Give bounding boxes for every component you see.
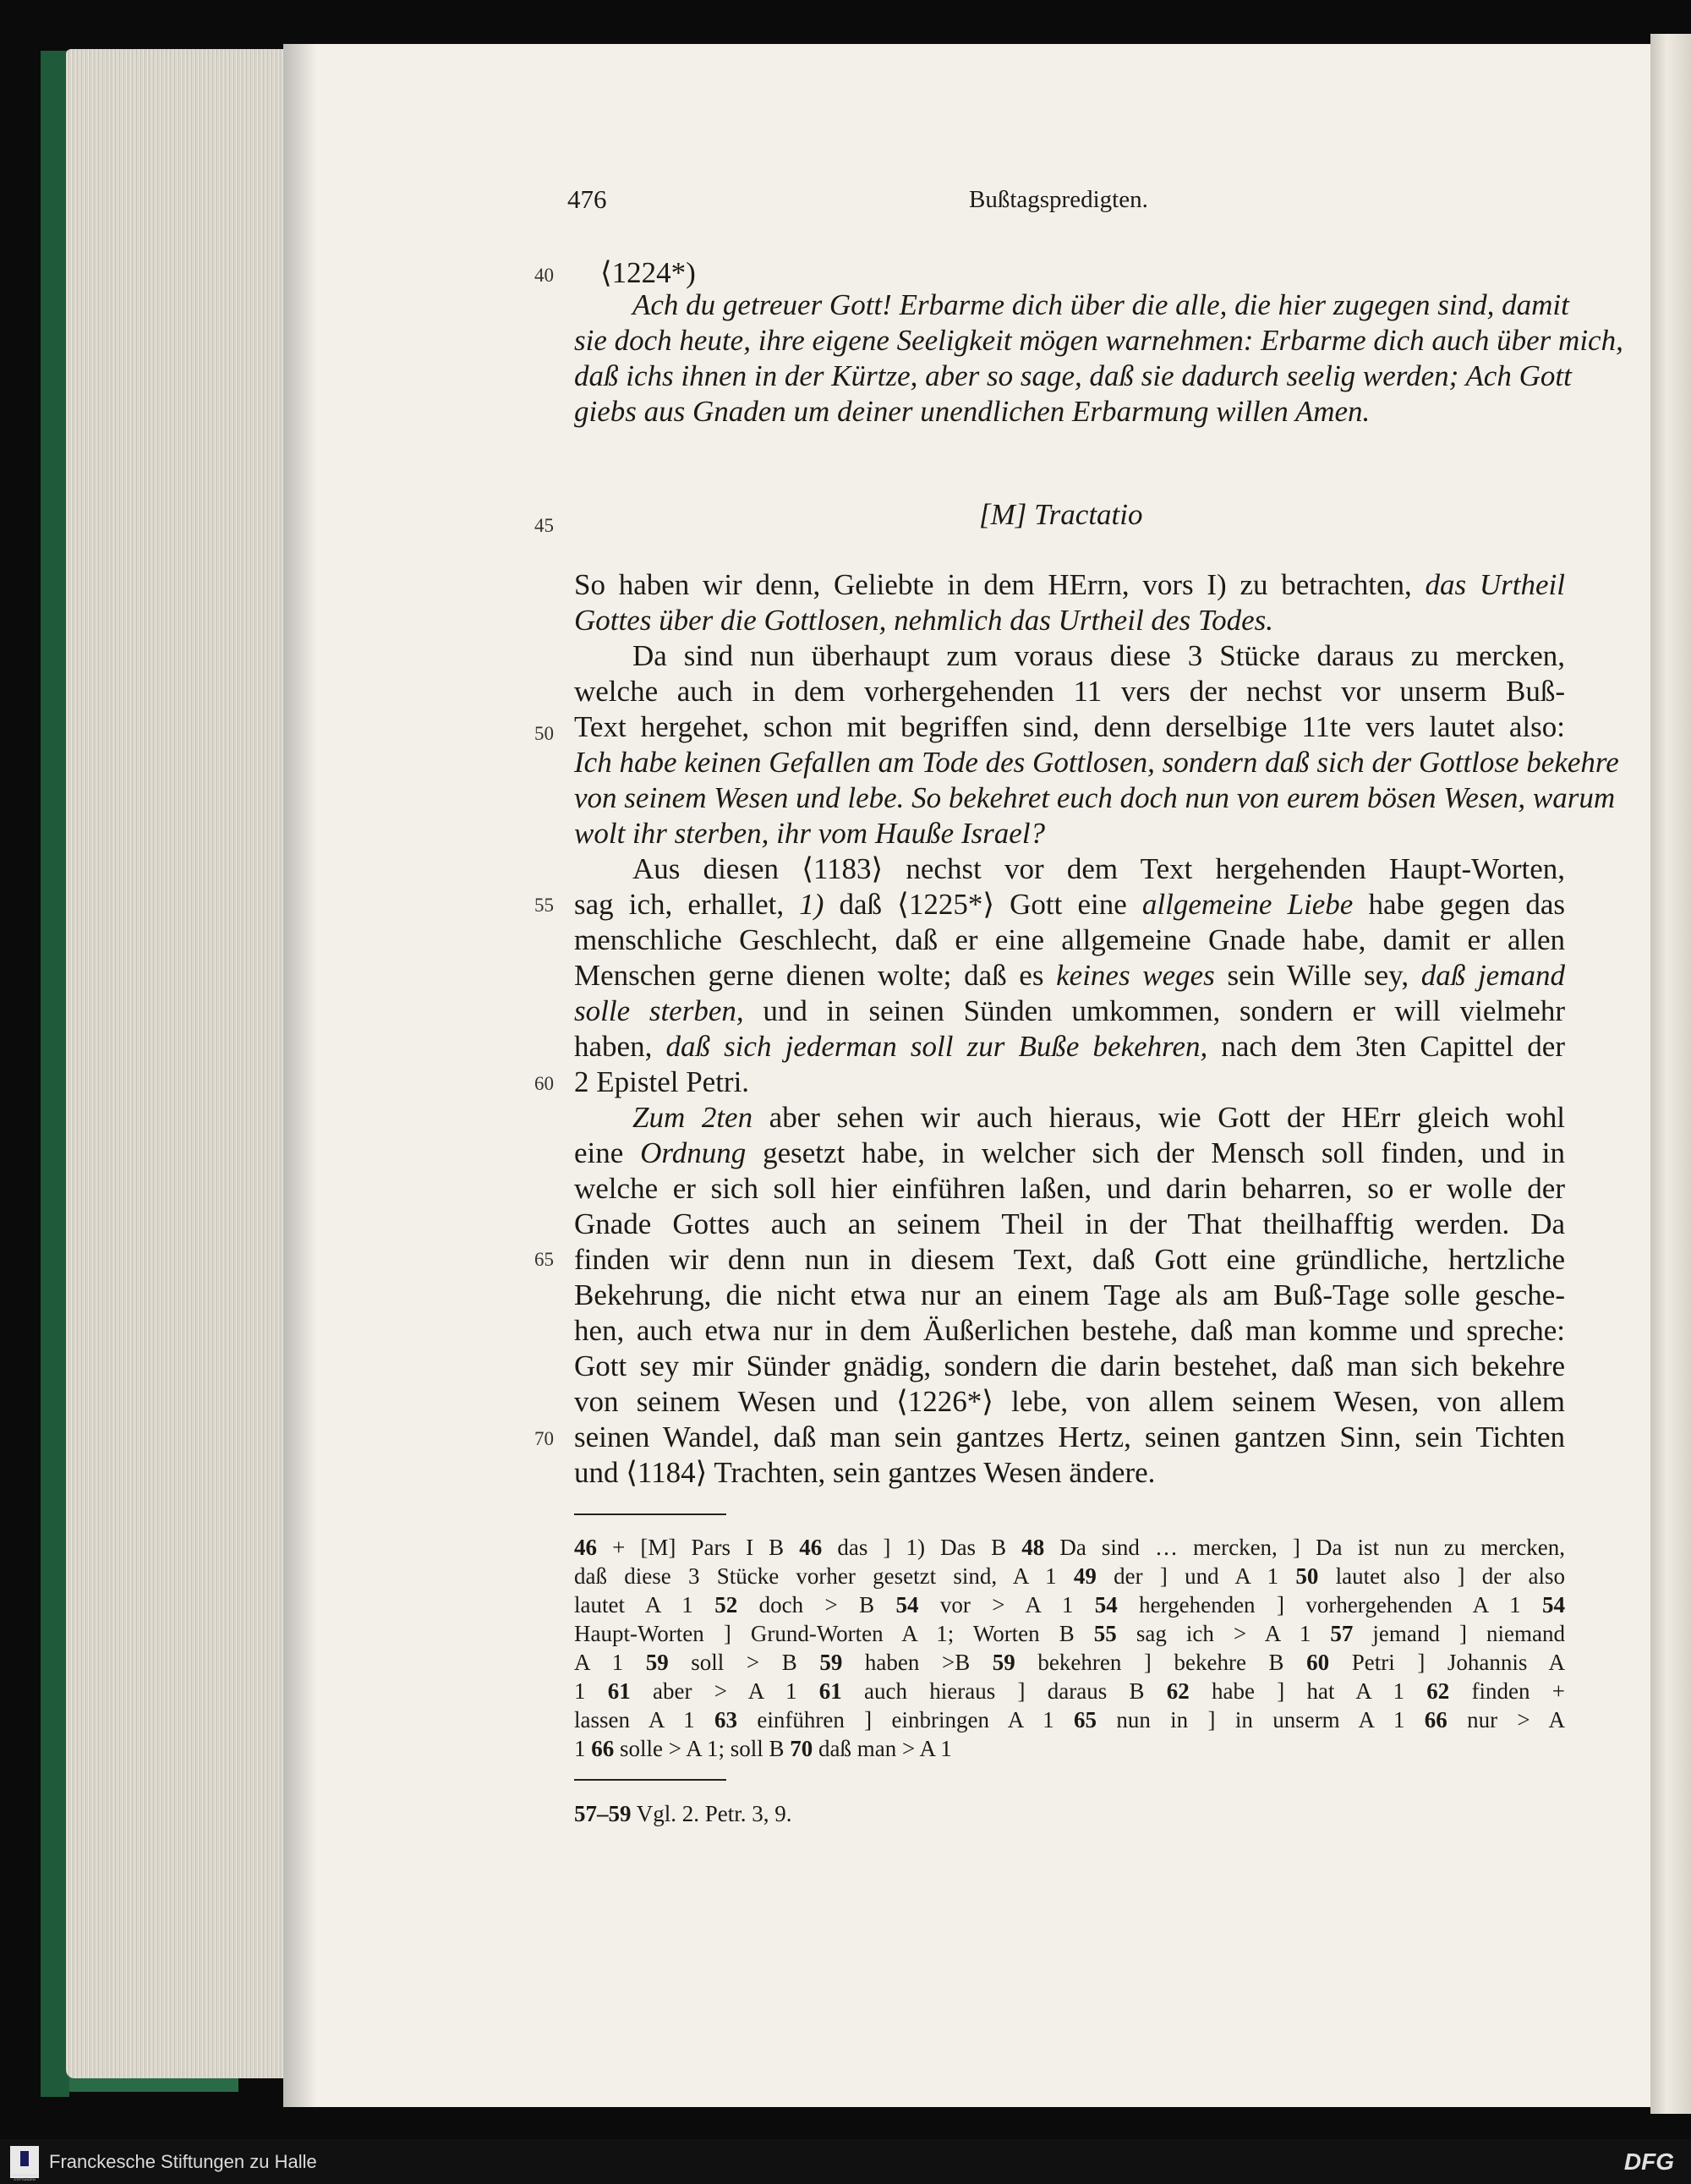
apparatus-text: haben >B xyxy=(842,1650,993,1675)
apparatus-lemma-number: 54 xyxy=(895,1592,919,1617)
text-run: nach dem 3ten Capittel der xyxy=(1207,1030,1565,1063)
text-run: aber sehen wir auch hieraus, wie Gott der HErr gleich wohl xyxy=(752,1101,1566,1134)
apparatus-lemma-number: 62 xyxy=(1426,1678,1450,1704)
body-line-46 xyxy=(574,567,1565,603)
text-run: sein Wille sey, xyxy=(1214,959,1421,992)
apparatus-text: Haupt-Worten ] Grund-Worten A 1; Worten B xyxy=(574,1621,1094,1646)
apparatus-lemma-number: 54 xyxy=(1094,1592,1118,1617)
line-number-65: 65 xyxy=(534,1249,554,1270)
apparatus-text: lassen A 1 xyxy=(574,1707,715,1732)
body-line-59 xyxy=(574,1029,1565,1065)
body-line-55 xyxy=(574,887,1565,922)
apparatus-lemma-number: 55 xyxy=(1093,1621,1117,1646)
apparatus-text: habe ] hat A 1 xyxy=(1189,1678,1427,1704)
text-run: haben, xyxy=(574,1030,666,1063)
apparatus-text: einführen ] einbringen A 1 xyxy=(737,1707,1074,1732)
apparatus-text: bekehren ] bekehre B xyxy=(1015,1650,1307,1675)
emphasis: keines weges xyxy=(1056,959,1215,992)
body-line-50: Text hergehet, schon mit begriffen sind, denn derselbige 11te vers lautet also: xyxy=(574,710,1565,743)
prayer-line-2: sie doch heute, ihre eigene Seeligkeit mögen warnehmen: Erbarme dich auch über mich, xyxy=(574,324,1623,357)
apparatus-line-3 xyxy=(574,1590,1565,1619)
apparatus-lemma-number: 62 xyxy=(1166,1678,1190,1704)
dfg-logo: DFG xyxy=(1623,2148,1674,2175)
page-edges xyxy=(66,49,287,2078)
apparatus-lemma-number: 59 xyxy=(645,1650,669,1675)
line-number-40: 40 xyxy=(534,265,554,286)
apparatus-line-8 xyxy=(574,1734,1565,1763)
apparatus-lemma-number: 66 xyxy=(1424,1707,1447,1732)
apparatus-text: finden + xyxy=(1449,1678,1566,1704)
body-line-53: wolt ihr sterben, ihr vom Hauße Israel? xyxy=(574,817,1046,850)
apparatus-text: solle > A 1; soll B xyxy=(614,1736,791,1761)
text-run: gesetzt habe, in welcher sich der Mensch soll finden, und in xyxy=(746,1136,1566,1169)
apparatus-lemma-number: 49 xyxy=(1073,1563,1097,1589)
apparatus-line-2 xyxy=(574,1562,1565,1590)
body-line-70: seinen Wandel, daß man sein gantzes Hertz, seinen gantzen Sinn, sein Tichten xyxy=(574,1420,1565,1453)
body-line-57 xyxy=(574,958,1565,993)
emphasis: allgemeine Liebe xyxy=(1141,888,1354,921)
commentary-ref: 57–59 xyxy=(574,1801,632,1826)
apparatus-text: sag ich > A 1 xyxy=(1116,1621,1331,1646)
apparatus-lemma-number: 61 xyxy=(607,1678,631,1704)
page-number: 476 xyxy=(567,184,607,214)
body-line-63: welche er sich soll hier einführen laßen, und darin beharren, so er wolle der xyxy=(574,1172,1565,1205)
apparatus-line-7 xyxy=(574,1705,1565,1734)
apparatus-lemma-number: 65 xyxy=(1074,1707,1097,1732)
apparatus-text: Petri ] Johannis A xyxy=(1329,1650,1565,1675)
apparatus-text: Da sind … mercken, ] Da ist nun zu mercken, xyxy=(1044,1535,1565,1560)
running-title: Bußtagspredigten. xyxy=(969,186,1148,213)
prayer-line-4: giebs aus Gnaden um deiner unendlichen Erbarmung willen Amen. xyxy=(574,395,1371,428)
institution-name: Franckesche Stiftungen zu Halle xyxy=(49,2151,317,2172)
apparatus-text: hergehenden ] vorhergehenden A 1 xyxy=(1117,1592,1542,1617)
emphasis: daß sich jederman soll zur Buße bekehren, xyxy=(665,1030,1208,1063)
apparatus-text: soll > B xyxy=(668,1650,820,1675)
apparatus-text: der ] und A 1 xyxy=(1096,1563,1296,1589)
text-run: eine xyxy=(574,1136,641,1169)
body-line-56: menschliche Geschlecht, daß er eine allgemeine Gnade habe, damit er allen xyxy=(574,923,1565,956)
line-number-60: 60 xyxy=(534,1073,554,1094)
gutter-shadow xyxy=(283,44,317,2107)
body-line-67: hen, auch etwa nur in dem Äußerlichen bestehe, daß man komme und spreche: xyxy=(574,1314,1565,1347)
apparatus-text: daß man > A 1 xyxy=(813,1736,952,1761)
apparatus-lemma-number: 59 xyxy=(819,1650,843,1675)
line-number-70: 70 xyxy=(534,1428,554,1449)
apparatus-lemma-number: 46 xyxy=(799,1535,823,1560)
apparatus-text: + [M] Pars I B xyxy=(597,1535,800,1560)
apparatus-lemma-number: 60 xyxy=(1306,1650,1330,1675)
apparatus-text: 1 xyxy=(574,1678,608,1704)
line-number-50: 50 xyxy=(534,723,554,744)
apparatus-lemma-number: 54 xyxy=(1541,1592,1565,1617)
apparatus-line-5 xyxy=(574,1648,1565,1677)
emphasis: daß jemand xyxy=(1420,959,1565,992)
body-line-60: 2 Epistel Petri. xyxy=(574,1065,750,1098)
apparatus-lemma-number: 66 xyxy=(591,1736,615,1761)
book-cover-edge xyxy=(41,51,69,2097)
body-line-49: welche auch in dem vorhergehenden 11 vers der nechst vor unserm Buß- xyxy=(574,675,1565,708)
line-number-45: 45 xyxy=(534,515,554,536)
apparatus-line-4 xyxy=(574,1619,1565,1648)
commentary-rule xyxy=(574,1779,726,1781)
text-run: sag ich, erhallet, xyxy=(574,888,800,921)
body-line-64: Gnade Gottes auch an seinem Theil in der That theilhafftig werden. Da xyxy=(574,1207,1565,1240)
body-line-58 xyxy=(574,993,1565,1029)
logo-caption: FRANCKESCHE STIFTUNGEN xyxy=(11,2173,38,2181)
body-line-69: von seinem Wesen und ⟨1226*⟩ lebe, von allem seinem Wesen, von allem xyxy=(574,1385,1565,1418)
text-run: und in seinen Sünden umkommen, sondern er will vielmehr xyxy=(743,994,1565,1027)
facing-page-edge xyxy=(1650,34,1691,2114)
apparatus-text: vor > A 1 xyxy=(918,1592,1095,1617)
apparatus-lemma-number: 48 xyxy=(1021,1535,1045,1560)
emphasis: 1) xyxy=(799,888,824,921)
body-line-61 xyxy=(632,1100,1565,1136)
body-line-66: Bekehrung, die nicht etwa nur an einem Tage als am Buß-Tage solle gesche- xyxy=(574,1278,1565,1311)
apparatus-lemma-number: 61 xyxy=(818,1678,842,1704)
apparatus-text: jemand ] niemand xyxy=(1353,1621,1565,1646)
body-line-62 xyxy=(574,1136,1565,1171)
apparatus-text: nur > A xyxy=(1447,1707,1565,1732)
apparatus-text: lautet also ] der also xyxy=(1318,1563,1565,1589)
prayer-line-3: daß ichs ihnen in der Kürtze, aber so sage, daß sie dadurch seelig werden; Ach Gott xyxy=(574,359,1572,392)
apparatus-lemma-number: 57 xyxy=(1330,1621,1354,1646)
text-run: Menschen gerne dienen wolte; daß es xyxy=(574,959,1057,992)
apparatus-text: doch > B xyxy=(737,1592,896,1617)
text-run: habe gegen das xyxy=(1353,888,1565,921)
apparatus-lemma-number: 50 xyxy=(1295,1563,1319,1589)
apparatus-text: auch hieraus ] daraus B xyxy=(841,1678,1167,1704)
text-run: So haben wir denn, Geliebte in dem HErrn, vors I) zu betrachten, xyxy=(574,568,1426,601)
apparatus-text: lautet A 1 xyxy=(574,1592,715,1617)
body-line-54: Aus diesen ⟨1183⟩ nechst vor dem Text hergehenden Haupt-Worten, xyxy=(632,852,1565,885)
apparatus-lemma-number: 59 xyxy=(992,1650,1015,1675)
body-line-65: finden wir denn nun in diesem Text, daß Gott eine gründliche, hertzliche xyxy=(574,1243,1565,1276)
commentary-line xyxy=(574,1799,1565,1828)
emphasis: Ordnung xyxy=(640,1136,747,1169)
apparatus-text: daß diese 3 Stücke vorher gesetzt sind, A 1 xyxy=(574,1563,1074,1589)
section-heading: [M] Tractatio xyxy=(979,498,1143,531)
apparatus-text: A 1 xyxy=(574,1650,646,1675)
body-line-68: Gott sey mir Sünder gnädig, sondern die darin bestehet, daß man sich bekehre xyxy=(574,1349,1565,1382)
text-run: daß ⟨1225*⟩ Gott eine xyxy=(824,888,1142,921)
body-line-47: Gottes über die Gottlosen, nehmlich das Urtheil des Todes. xyxy=(574,604,1273,637)
footnote-rule xyxy=(574,1513,726,1515)
apparatus-line-6 xyxy=(574,1677,1565,1705)
apparatus-text: das ] 1) Das B xyxy=(822,1535,1022,1560)
line-number-55: 55 xyxy=(534,895,554,916)
apparatus-text: 1 xyxy=(574,1736,592,1761)
emphasis: solle sterben, xyxy=(574,994,744,1027)
body-line-48: Da sind nun überhaupt zum voraus diese 3 Stücke daraus zu mercken, xyxy=(632,639,1565,672)
apparatus-lemma-number: 70 xyxy=(790,1736,813,1761)
apparatus-text: aber > A 1 xyxy=(630,1678,819,1704)
emphasis: das Urtheil xyxy=(1425,568,1565,601)
apparatus-lemma-number: 63 xyxy=(714,1707,738,1732)
emphasis: Zum 2ten xyxy=(632,1101,753,1134)
commentary-text: Vgl. 2. Petr. 3, 9. xyxy=(631,1801,792,1826)
body-line-71: und ⟨1184⟩ Trachten, sein gantzes Wesen ändere. xyxy=(574,1456,1156,1489)
apparatus-lemma-number: 46 xyxy=(574,1535,597,1560)
apparatus-line-1 xyxy=(574,1533,1565,1562)
apparatus-text: nun in ] in unserm A 1 xyxy=(1097,1707,1425,1732)
page-marker-1224: ⟨1224*) xyxy=(600,256,696,289)
prayer-line-1: Ach du getreuer Gott! Erbarme dich über die alle, die hier zugegen sind, damit xyxy=(632,288,1569,321)
apparatus-lemma-number: 52 xyxy=(714,1592,738,1617)
viewer-footer xyxy=(0,2139,1691,2184)
body-line-52: von seinem Wesen und lebe. So bekehret euch doch nun von eurem bösen Wesen, warum xyxy=(574,781,1616,814)
body-line-51: Ich habe keinen Gefallen am Tode des Gottlosen, sondern daß sich der Gottlose bekehre xyxy=(574,746,1619,779)
